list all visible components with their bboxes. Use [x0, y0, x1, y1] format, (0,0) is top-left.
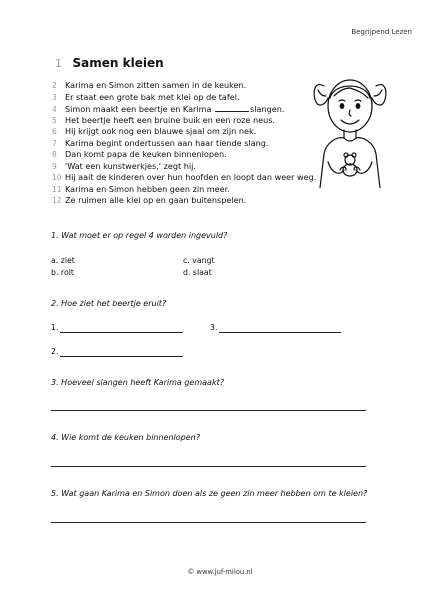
story-line	[52, 92, 352, 104]
option-b[interactable]: b. rolt	[51, 268, 74, 277]
question-3: 3. Hoeveel slangen heeft Karima gemaakt?	[51, 378, 224, 387]
story-line	[52, 184, 352, 196]
line-number: 4	[52, 105, 57, 115]
answer-line-2[interactable]	[60, 356, 183, 357]
line-text: Karima begint ondertussen aan haar tiende slang.	[65, 137, 269, 148]
line-text: Hij aait de kinderen over hun hoofden en loopt dan weer weg.	[65, 172, 317, 183]
answer-line-3[interactable]	[219, 332, 341, 333]
fill-in-blank[interactable]	[215, 103, 249, 112]
line-number: 9	[52, 161, 57, 171]
girl-illustration	[310, 70, 390, 188]
page-title: Samen kleien	[72, 56, 164, 70]
answer-label-3: 3.	[210, 323, 218, 332]
answer-line-1[interactable]	[60, 332, 183, 333]
option-c[interactable]: c. vangt	[183, 256, 215, 265]
line-text: Het beertje heeft een bruine buik en een roze neus.	[65, 114, 275, 125]
story-line	[52, 149, 352, 161]
header-label: Begrijpend Lezen	[351, 28, 412, 36]
line-text: Karima en Simon zitten samen in de keuken.	[65, 80, 247, 90]
story-line	[52, 172, 352, 184]
story-line	[52, 195, 352, 207]
answer-line-q4[interactable]	[51, 466, 366, 467]
line-number: 7	[52, 138, 57, 148]
line-text-after-blank: slangen.	[250, 104, 285, 115]
question-4: 4. Wie komt de keuken binnenlopen?	[51, 433, 200, 442]
option-d[interactable]: d. slaat	[183, 268, 212, 277]
line-text: 'Wat een kunstwerkjes,' zegt hij.	[65, 160, 196, 171]
line-text: Karima en Simon hebben geen zin meer.	[65, 183, 230, 194]
line-number: 12	[52, 196, 62, 206]
answer-label-2: 2.	[51, 347, 59, 356]
title-line-number: 1	[55, 57, 62, 70]
story-line	[52, 80, 352, 92]
answer-label-1: 1.	[51, 323, 59, 332]
line-number: 11	[52, 184, 62, 194]
story-line	[52, 103, 352, 115]
line-text: Ze ruimen alle klei op en gaan buitenspelen.	[65, 195, 247, 206]
question-2: 2. Hoe ziet het beertje eruit?	[51, 299, 167, 308]
story-line	[52, 161, 352, 173]
story-line	[52, 115, 352, 127]
question-5: 5. Wat gaan Karima en Simon doen als ze geen zin meer hebben om te kleien?	[51, 489, 368, 498]
story-text	[52, 80, 352, 207]
question-1: 1. Wat moet er op regel 4 worden ingevuld?	[51, 231, 228, 240]
story-line	[52, 126, 352, 138]
line-text-before-blank: Simon maakt een beertje en Karima	[65, 104, 215, 115]
line-number: 5	[52, 115, 57, 125]
title-row	[55, 56, 164, 70]
line-number: 8	[52, 150, 57, 160]
line-text: Dan komt papa de keuken binnenlopen.	[65, 149, 227, 160]
line-number: 2	[52, 81, 57, 90]
line-text: Hij krijgt ook nog een blauwe sjaal om zijn nek.	[65, 126, 257, 137]
story-line	[52, 138, 352, 150]
answer-line-q3[interactable]	[51, 410, 366, 411]
line-number: 10	[52, 173, 62, 183]
answer-line-q5[interactable]	[51, 522, 366, 523]
footer-copyright: © www.juf-milou.nl	[187, 568, 253, 576]
line-number: 6	[52, 127, 57, 137]
option-a[interactable]: a. ziet	[51, 256, 75, 265]
line-text: Er staat een grote bak met klei op de tafel.	[65, 91, 240, 102]
line-number: 3	[52, 92, 57, 102]
